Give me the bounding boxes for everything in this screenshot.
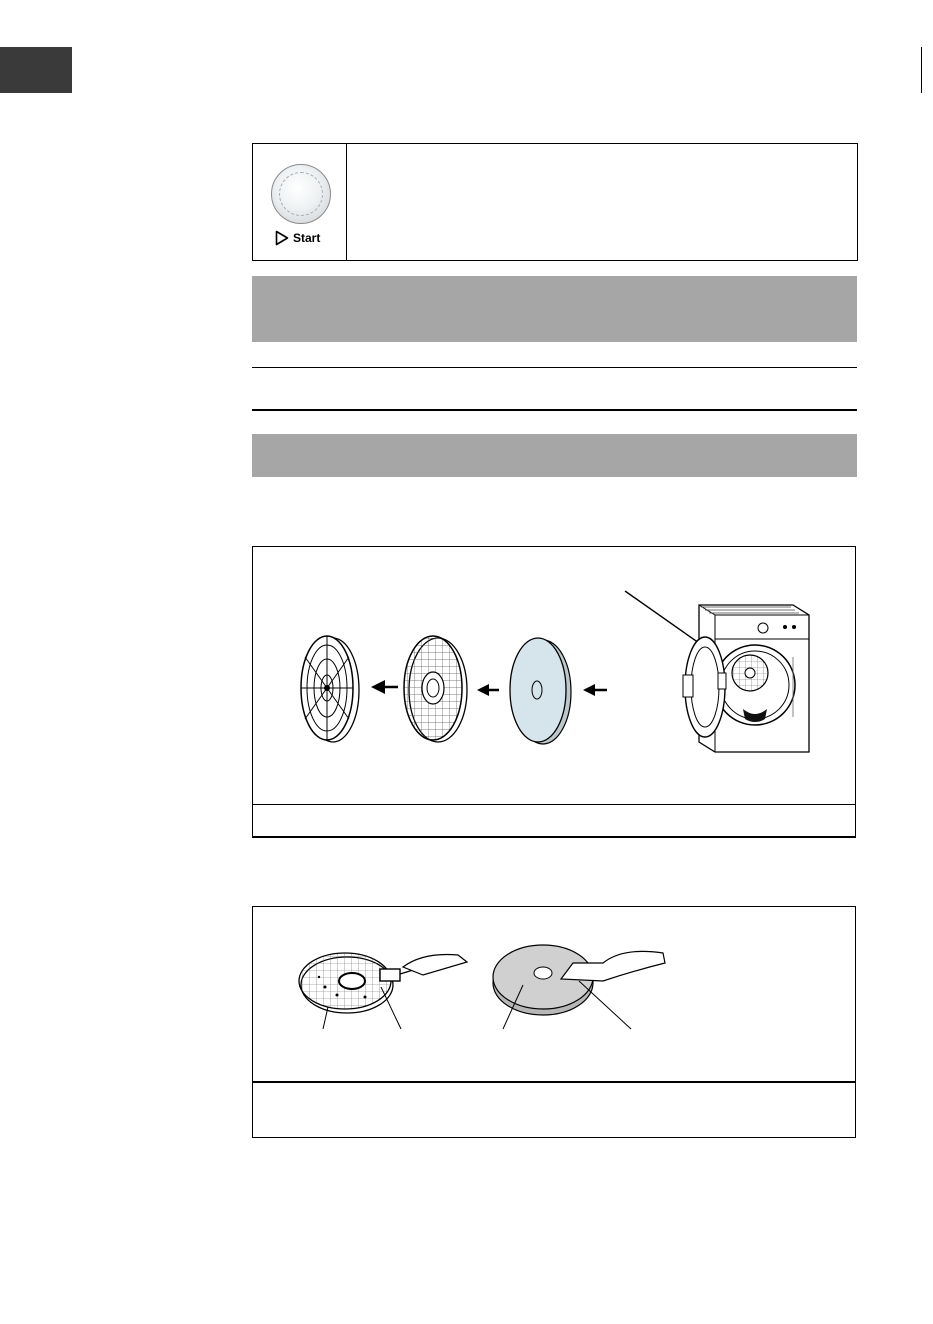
figure-caption-rule <box>253 1081 855 1083</box>
start-button-icon[interactable] <box>271 164 331 224</box>
mesh-filter-cleaning-icon <box>299 953 467 1029</box>
margin-rule <box>921 47 922 93</box>
table-rule-bottom <box>252 409 857 411</box>
language-tab <box>0 47 72 93</box>
arrow-left-icon <box>583 684 607 696</box>
figure-caption-rule <box>253 804 855 805</box>
start-label-row <box>275 230 320 246</box>
arrow-left-icon <box>477 684 499 696</box>
sponge-filter-cleaning-icon <box>493 945 665 1029</box>
section-banner-maintenance <box>252 434 857 477</box>
filter-removal-figure <box>252 546 856 838</box>
filter-cleaning-figure <box>252 906 856 1138</box>
start-box-divider <box>346 144 347 260</box>
start-button-ring <box>279 172 323 216</box>
filter-mesh-icon <box>404 636 467 742</box>
filter-frame-icon <box>301 636 359 742</box>
filter-cleaning-illustration <box>253 907 855 1079</box>
filter-removal-illustration <box>253 547 855 802</box>
filter-sponge-icon <box>510 638 571 744</box>
section-banner <box>252 276 857 342</box>
play-triangle-icon <box>275 230 289 246</box>
table-rule-top <box>252 367 857 368</box>
start-label: Start <box>293 231 321 245</box>
start-instruction-box <box>252 143 858 261</box>
dryer-appliance-icon <box>683 605 809 752</box>
arrow-left-icon <box>371 680 398 694</box>
